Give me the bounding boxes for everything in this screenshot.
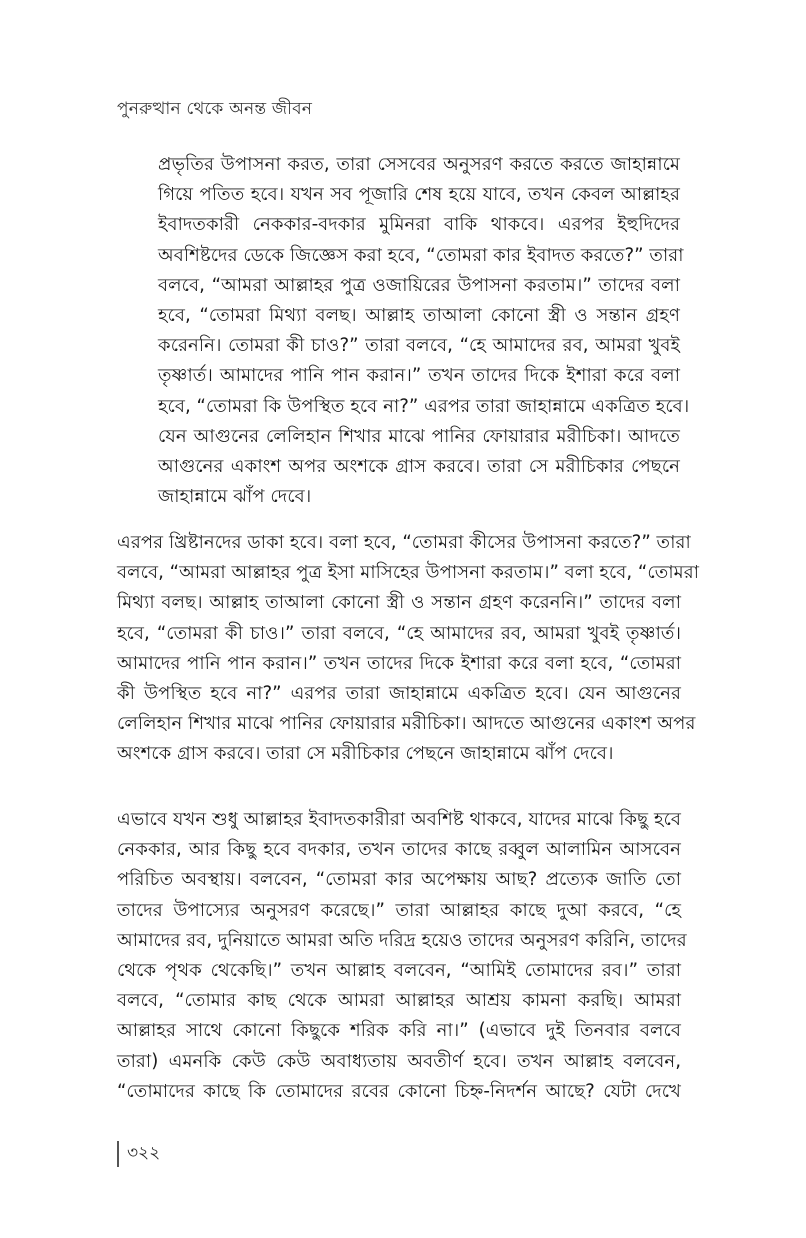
text-line: লেলিহান শিখার মাঝে পানির ফোয়ারার মরীচিকা। আদতে আগুনের একাংশ অপর xyxy=(117,713,696,735)
paragraph-believers xyxy=(117,805,687,1107)
text-line: যেন আগুনের লেলিহান শিখার মাঝে পানির ফোয়ারার মরীচিকা। আদতে xyxy=(158,425,680,447)
text-line: বলবে, “আমরা আল্লাহর পুত্র ইসা মাসিহের উপাসনা করতাম।” বলা হবে, “তোমরা xyxy=(117,562,700,584)
block-quote xyxy=(158,150,690,512)
running-head: পুনরুত্থান থেকে অনন্ত জীবন xyxy=(117,99,313,119)
paragraph-text xyxy=(117,805,687,1107)
text-line: থেকে পৃথক থেকেছি।” তখন আল্লাহ বলবেন, “আমিই তোমাদের রব।” তারা xyxy=(117,960,681,982)
text-line: আগুনের একাংশ অপর অংশকে গ্রাস করবে। তারা সে মরীচিকার পেছনে xyxy=(158,456,680,478)
text-line: অংশকে গ্রাস করবে। তারা সে মরীচিকার পেছনে জাহান্নামে ঝাঁপ দেবে। xyxy=(117,743,614,765)
text-line: “তোমাদের কাছে কি তোমাদের রবের কোনো চিহ্ন-নিদর্শন আছে? যেটা দেখে xyxy=(117,1080,681,1102)
text-line: হবে, “তোমরা কী চাও।” তারা বলবে, “হে আমাদের রব, আমরা খুবই তৃষ্ণার্ত। xyxy=(117,622,681,644)
text-line: অবশিষ্টদের ডেকে জিজ্ঞেস করা হবে, “তোমরা কার ইবাদত করতে?” তারা xyxy=(158,244,684,266)
text-line: হবে, “তোমরা কি উপস্থিত হবে না?” এরপর তারা জাহান্নামে একত্রিত হবে। xyxy=(158,395,690,417)
text-line: ইবাদতকারী নেককার-বদকার মুমিনরা বাকি থাকবে। এরপর ইহুদিদের xyxy=(158,214,680,236)
text-line: আমাদের রব, দুনিয়াতে আমরা অতি দরিদ্র হয়েও তাদের অনুসরণ করিনি, তাদের xyxy=(117,929,687,951)
text-line: জাহান্নামে ঝাঁপ দেবে। xyxy=(158,486,312,508)
text-line: এভাবে যখন শুধু আল্লাহর ইবাদতকারীরা অবশিষ্ট থাকবে, যাদের মাঝে কিছু হবে xyxy=(117,809,681,830)
text-line: বলবে, “তোমার কাছ থেকে আমরা আল্লাহর আশ্রয় কামনা করছি। আমরা xyxy=(117,990,681,1012)
text-line: গিয়ে পতিত হবে। যখন সব পূজারি শেষ হয়ে যাবে, তখন কেবল আল্লাহর xyxy=(158,184,680,206)
text-line: করেননি। তোমরা কী চাও?” তারা বলবে, “হে আমাদের রব, আমরা খুবই xyxy=(158,335,680,357)
text-line: বলবে, “আমরা আল্লাহর পুত্র ওজায়িরের উপাসনা করতাম।” তাদের বলা xyxy=(158,274,680,296)
text-line: তারা) এমনকি কেউ কেউ অবাধ্যতায় অবতীর্ণ হবে। তখন আল্লাহ বলবেন, xyxy=(117,1050,681,1072)
text-line: কী উপস্থিত হবে না?” এরপর তারা জাহান্নামে একত্রিত হবে। যেন আগুনের xyxy=(117,683,681,705)
text-line: হবে, “তোমরা মিথ্যা বলছ। আল্লাহ তাআলা কোনো স্ত্রী ও সন্তান গ্রহণ xyxy=(158,305,680,327)
text-line: তাদের উপাস্যের অনুসরণ করেছে।” তারা আল্লাহর কাছে দুআ করবে, “হে xyxy=(117,899,681,921)
folio-rule xyxy=(117,1141,119,1167)
text-line: মিথ্যা বলছ। আল্লাহ তাআলা কোনো স্ত্রী ও সন্তান গ্রহণ করেননি।” তাদের বলা xyxy=(117,592,681,614)
page-number: ৩২২ xyxy=(127,1143,161,1163)
text-line: প্রভৃতির উপাসনা করত, তারা সেসবের অনুসরণ করতে করতে জাহান্নামে xyxy=(158,154,680,175)
block-quote-text xyxy=(158,150,690,512)
text-line: পরিচিত অবস্থায়। বলবেন, “তোমরা কার অপেক্ষায় আছ? প্রত্যেক জাতি তো xyxy=(117,869,681,891)
text-line: তৃষ্ণার্ত। আমাদের পানি পান করান।” তখন তাদের দিকে ইশারা করে বলা xyxy=(158,365,680,387)
text-line: নেককার, আর কিছু হবে বদকার, তখন তাদের কাছে রব্বুল আলামিন আসবেন xyxy=(117,839,681,861)
text-line: আল্লাহর সাথে কোনো কিছুকে শরিক করি না।” (এভাবে দুই তিনবার বলবে xyxy=(117,1020,681,1042)
text-line: এরপর খ্রিষ্টানদের ডাকা হবে। বলা হবে, “তোমরা কীসের উপাসনা করতে?” তারা xyxy=(117,532,691,553)
folio xyxy=(117,1140,160,1168)
paragraph-christians xyxy=(117,528,700,770)
text-line: আমাদের পানি পান করান।” তখন তাদের দিকে ইশারা করে বলা হবে, “তোমরা xyxy=(117,652,681,674)
paragraph-text xyxy=(117,528,700,770)
